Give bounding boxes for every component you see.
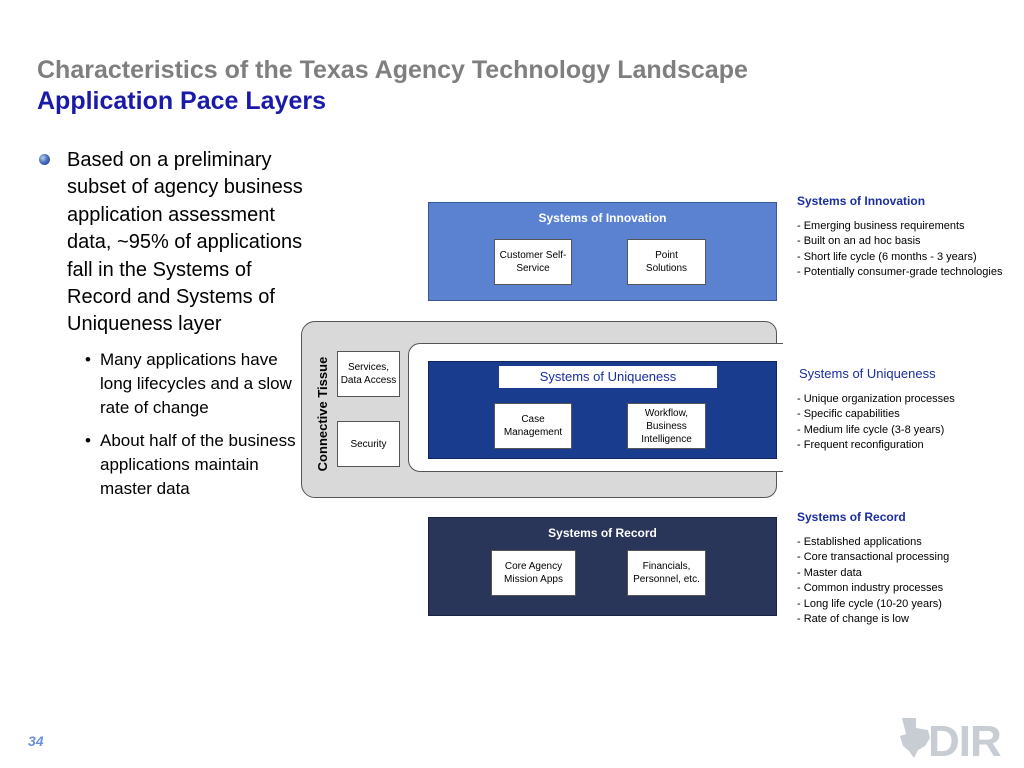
note-line: - Emerging business requirements [797,219,965,232]
note-line: - Long life cycle (10-20 years) [797,597,942,610]
sub-bullet [38,348,303,420]
financials-personnel-box: Financials, Personnel, etc. [627,550,706,596]
sub-bullet [38,429,303,501]
slide-subtitle: Application Pace Layers [37,87,327,115]
core-agency-apps-box: Core Agency Mission Apps [491,550,576,596]
dir-logo-graphic [898,712,1008,762]
note-line: - Specific capabilities [797,408,900,420]
sub-bullet-text: About half of the business applications maintain master data [100,430,296,498]
bullet-main [38,147,303,339]
point-solutions-box: Point Solutions [627,239,706,285]
note-line: - Built on an ad hoc basis [797,235,921,247]
bullet-dot-icon [39,154,50,165]
record-layer-label: Systems of Record [548,526,657,540]
uniqueness-notes-heading: Systems of Uniqueness [799,366,936,381]
services-data-access-box: Services, Data Access [337,351,400,397]
note-line: - Short life cycle (6 months - 3 years) [797,250,977,263]
innovation-layer [428,202,777,301]
record-layer [428,517,777,616]
sub-bullet-mark: • [85,430,91,450]
note-line: - Medium life cycle (3-8 years) [797,423,945,436]
note-line: - Core transactional processing [797,551,950,563]
note-line: - Established applications [797,535,922,548]
bullet-list [38,147,303,501]
slide-title: Characteristics of the Texas Agency Technology Landscape [37,56,748,84]
uniqueness-layer-label: Systems of Uniqueness [499,366,717,388]
dir-logo-text: DIR [928,717,1001,762]
customer-self-service-box: Customer Self- Service [494,239,572,285]
record-notes-heading: Systems of Record [797,510,906,524]
texas-state-icon [900,718,930,758]
note-line: - Unique organization processes [797,392,955,405]
dir-logo [898,712,1008,762]
bullet-main-text: Based on a preliminary subset of agency business application assessment data, ~95% of applications fall in the Systems of Record and Systems of Uniqueness layer [67,149,303,336]
security-box: Security [337,421,400,467]
sub-bullet-mark: • [85,349,91,369]
uniqueness-notes [799,366,955,454]
page-number: 34 [28,733,44,749]
note-line: - Common industry processes [797,582,944,594]
note-line: - Rate of change is low [797,613,909,625]
innovation-notes [797,194,1002,281]
record-notes [797,510,949,628]
case-management-box: Case Management [494,403,572,449]
innovation-notes-heading: Systems of Innovation [797,194,926,208]
workflow-bi-box: Workflow, Business Intelligence [627,403,706,449]
note-line: - Master data [797,566,862,579]
connective-tissue-label: Connective Tissue [315,356,330,472]
uniqueness-layer [428,361,777,459]
note-line: - Frequent reconfiguration [797,439,924,451]
innovation-layer-label: Systems of Innovation [538,211,667,225]
note-line: - Potentially consumer-grade technologies [797,266,1003,278]
sub-bullet-text: Many applications have long lifecycles and a slow rate of change [100,349,292,417]
